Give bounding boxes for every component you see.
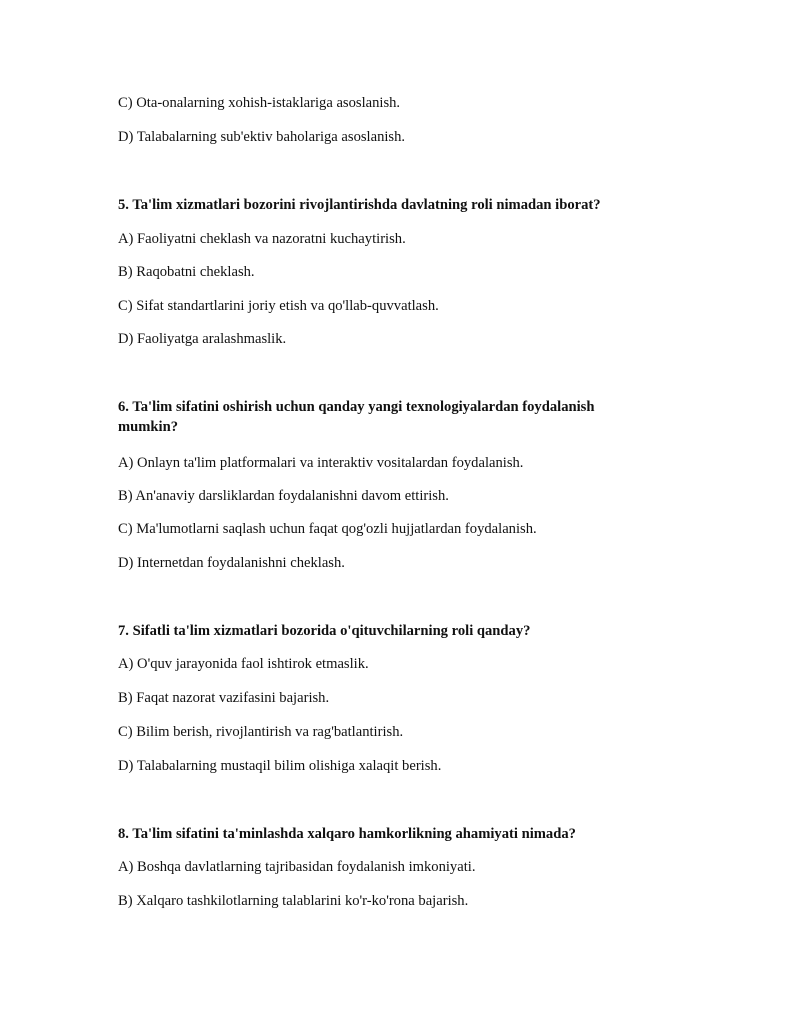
option-prev-c: C) Ota-onalarning xohish-istaklariga asoslanish. — [118, 95, 401, 111]
question-5: 5. Ta'lim xizmatlari bozorini rivojlantirishda davlatning roli nimadan iborat? — [118, 197, 601, 213]
question-7-option-a: A) O'quv jarayonida faol ishtirok etmaslik. — [118, 656, 369, 672]
option-prev-d: D) Talabalarning sub'ektiv baholariga asoslanish. — [118, 129, 406, 145]
question-5-option-d: D) Faoliyatga aralashmaslik. — [118, 331, 287, 347]
question-5-option-b: B) Raqobatni cheklash. — [118, 264, 255, 280]
question-8-option-b: B) Xalqaro tashkilotlarning talablarini ko'r-ko'rona bajarish. — [118, 893, 469, 909]
question-7-option-d: D) Talabalarning mustaqil bilim olishiga xalaqit berish. — [118, 758, 442, 774]
question-8: 8. Ta'lim sifatini ta'minlashda xalqaro hamkorlikning ahamiyati nimada? — [118, 826, 576, 842]
question-7: 7. Sifatli ta'lim xizmatlari bozorida o'qituvchilarning roli qanday? — [118, 623, 531, 639]
question-5-option-c: C) Sifat standartlarini joriy etish va qo'llab-quvvatlash. — [118, 298, 439, 314]
question-6-option-c: C) Ma'lumotlarni saqlash uchun faqat qog'ozli hujjatlardan foydalanish. — [118, 521, 537, 537]
question-7-option-c: C) Bilim berish, rivojlantirish va rag'batlantirish. — [118, 724, 404, 740]
question-5-option-a: A) Faoliyatni cheklash va nazoratni kuchaytirish. — [118, 231, 406, 247]
question-6-option-d: D) Internetdan foydalanishni cheklash. — [118, 555, 345, 571]
question-7-option-b: B) Faqat nazorat vazifasini bajarish. — [118, 690, 330, 706]
question-6-option-b: B) An'anaviy darsliklardan foydalanishni davom ettirish. — [118, 488, 449, 504]
question-6: 6. Ta'lim sifatini oshirish uchun qanday yangi texnologiyalardan foydalanish mumkin? — [118, 399, 595, 435]
question-8-option-a: A) Boshqa davlatlarning tajribasidan foydalanish imkoniyati. — [118, 859, 476, 875]
question-6-option-a: A) Onlayn ta'lim platformalari va interaktiv vositalardan foydalanish. — [118, 455, 524, 471]
